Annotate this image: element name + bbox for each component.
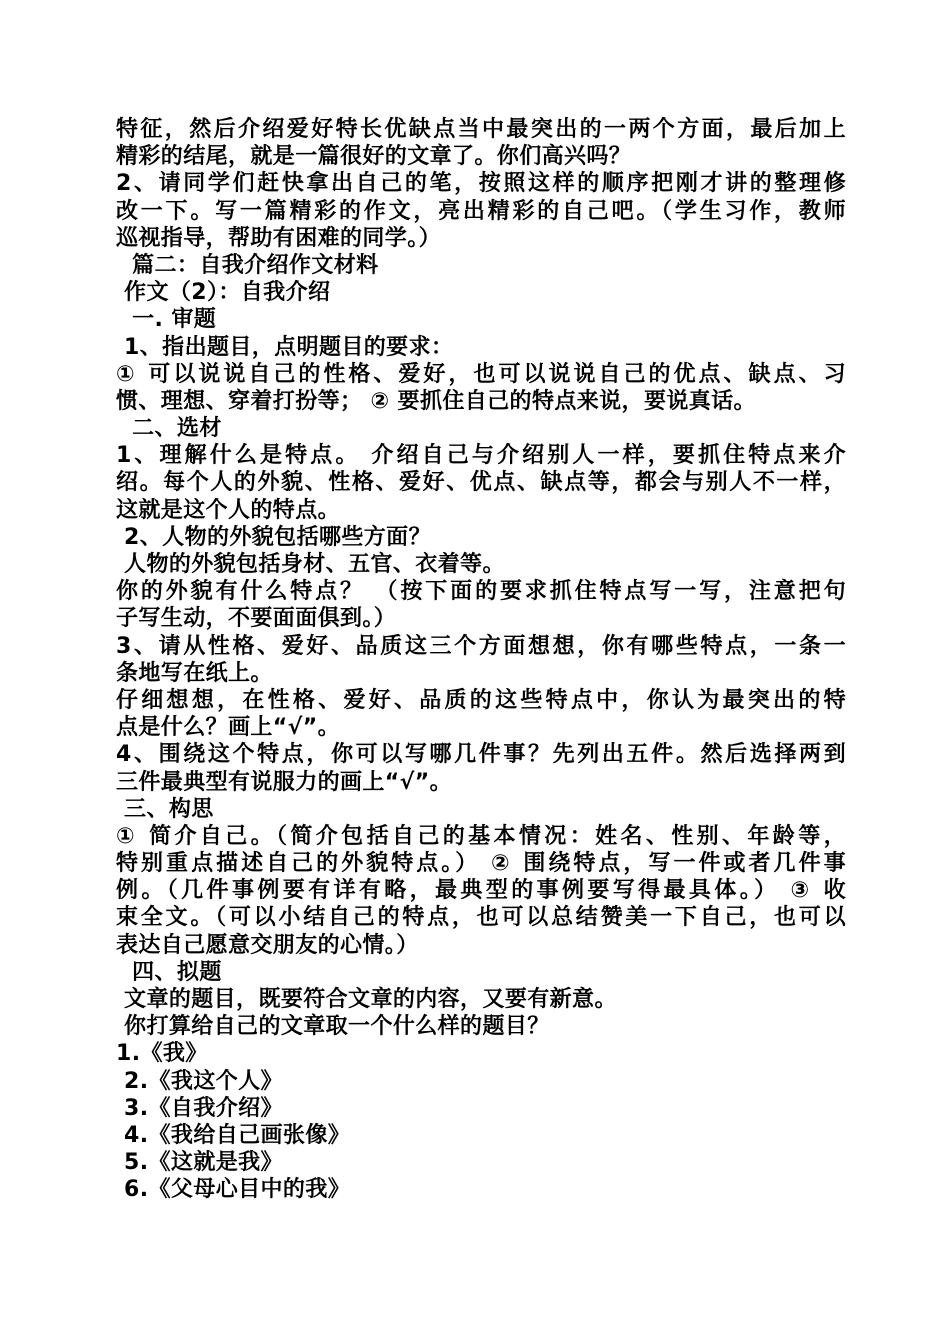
title-option: 5.《这就是我》 (116, 1150, 283, 1176)
text-line: 子写生动，不要面面俱到。） (116, 606, 397, 632)
title-option: 3.《自我介绍》 (116, 1095, 283, 1121)
text-line: 这就是这个人的特点。 (116, 497, 341, 523)
document-body (116, 116, 846, 1204)
section-heading: 作文（2）：自我介绍 (116, 280, 331, 306)
text-line: 束全文。（可以小结自己的特点，也可以总结赞美一下自己，也可以 (116, 905, 846, 931)
text-line: 特别重点描述自己的外貌特点。） ② 围绕特点，写一件或者几件事 (116, 851, 846, 877)
text-line: 1、理解什么是特点。 介绍自己与介绍别人一样，要抓住特点来介 (116, 443, 846, 469)
text-line: 2、请同学们赶快拿出自己的笔，按照这样的顺序把刚才讲的整理修 (116, 171, 846, 197)
text-line: 特征，然后介绍爱好特长优缺点当中最突出的一两个方面，最后加上 (116, 117, 846, 142)
text-line: ① 可以说说自己的性格、爱好，也可以说说自己的优点、缺点、习 (116, 361, 846, 387)
section-heading: 三、构思 (116, 796, 214, 822)
text-line: 4、围绕这个特点，你可以写哪几件事？先列出五件。然后选择两到 (116, 742, 846, 768)
text-line: 你打算给自己的文章取一个什么样的题目？ (116, 1014, 550, 1040)
title-option: 6.《父母心目中的我》 (116, 1177, 351, 1203)
text-line: 你的外貌有什么特点？ （按下面的要求抓住特点写一写，注意把句 (116, 579, 846, 605)
text-line: 3、请从性格、爱好、品质这三个方面想想，你有哪些特点，一条一 (116, 633, 846, 659)
text-line: 表达自己愿意交朋友的心情。） (116, 932, 419, 958)
text-line: 条地写在纸上。 (116, 660, 273, 686)
text-line: 2、人物的外貌包括哪些方面？ (116, 524, 431, 550)
text-line: 惯、理想、穿着打扮等； ② 要抓住自己的特点来说，要说真话。 (116, 388, 756, 414)
text-line: 三件最典型有说服力的画上“√”。 (116, 769, 452, 795)
text-line: 文章的题目，既要符合文章的内容，又要有新意。 (116, 987, 617, 1012)
text-line: 改一下。写一篇精彩的作文，亮出精彩的自己吧。（学生习作，教师 (116, 198, 846, 224)
title-option: 1.《我》 (116, 1041, 208, 1067)
text-line: 1、指出题目，点明题目的要求： (116, 334, 454, 360)
text-line: 精彩的结尾，就是一篇很好的文章了。你们高兴吗？ (116, 144, 632, 170)
section-heading: 一. 审题 (116, 307, 217, 333)
text-line: 巡视指导，帮助有困难的同学。） (116, 225, 442, 251)
section-heading: 四、拟题 (116, 959, 222, 985)
text-line: ① 简介自己。（简介包括自己的基本情况：姓名、性别、年龄等， (116, 823, 846, 849)
text-line: 点是什么？画上“√”。 (116, 715, 340, 741)
text-line: 例。（几件事例要有详有略，最典型的事例要写得最具体。） ③ 收 (116, 878, 846, 904)
title-option: 2.《我这个人》 (116, 1068, 283, 1094)
section-heading: 二、选材 (116, 416, 222, 442)
text-line: 绍。每个人的外貌、性格、爱好、优点、缺点等，都会与别人不一样， (116, 470, 846, 496)
section-heading: 篇二：自我介绍作文材料 (116, 252, 379, 278)
text-line: 仔细想想，在性格、爱好、品质的这些特点中，你认为最突出的特 (116, 687, 846, 713)
text-line: 人物的外貌包括身材、五官、衣着等。 (116, 552, 505, 577)
title-option: 4.《我给自己画张像》 (116, 1122, 351, 1148)
